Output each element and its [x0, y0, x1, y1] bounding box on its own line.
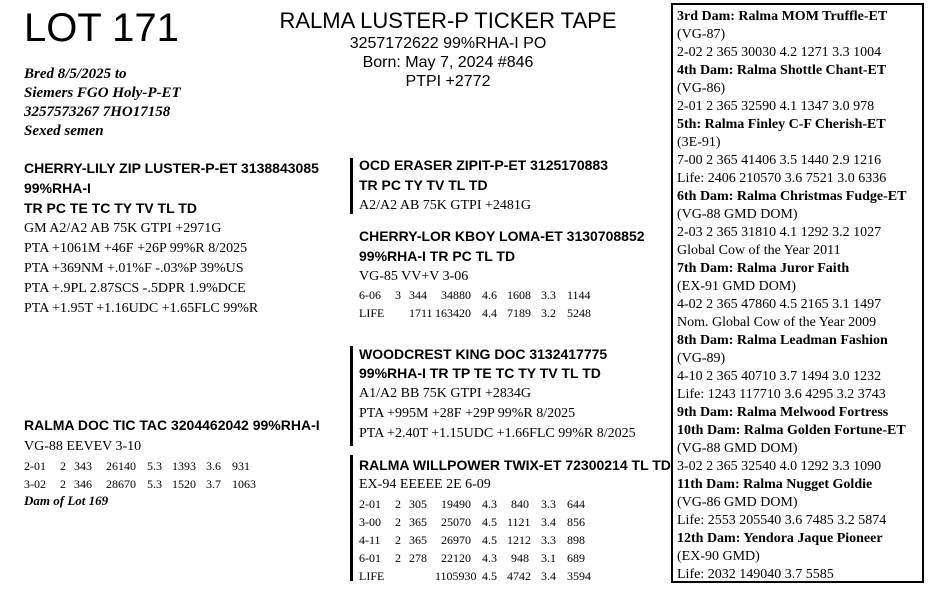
pedigree-detail-line: (VG-88 GMD DOM)	[677, 441, 798, 456]
sire-breed-age: 99%RHA-I	[24, 180, 91, 196]
lot-number: LOT 171	[24, 6, 179, 50]
record-days: 346	[74, 477, 92, 491]
dam-dam-record-row	[359, 531, 599, 549]
record-fat: 1608	[507, 288, 531, 302]
record-fat: 948	[511, 551, 529, 565]
record-days: 344	[409, 288, 427, 302]
record-fat: 1393	[172, 459, 196, 473]
record-milk: 26140	[106, 459, 136, 473]
dam-dam-record-row	[359, 495, 599, 513]
record-age: 6-06	[359, 288, 381, 302]
dam-sire-genomic: A1/A2 BB 75K GTPI +2834G	[359, 386, 532, 401]
record-fat-pct: 4.5	[482, 533, 497, 547]
sire-pta-health: PTA +.9PL 2.87SCS -.5DPR 1.9%DCE	[24, 281, 246, 296]
record-protein: 898	[567, 533, 585, 547]
sire-sire-name: OCD ERASER ZIPIT-P-ET 3125170883	[359, 157, 608, 173]
pedigree-detail-line: 3-02 2 365 32540 4.0 1292 3.3 1090	[677, 459, 882, 474]
sire-sire-tags: TR PC TY TV TL TD	[359, 177, 488, 193]
record-protein-pct: 3.3	[541, 288, 556, 302]
record-fat-pct: 5.3	[147, 477, 162, 491]
dam-note: Dam of Lot 169	[24, 493, 109, 508]
animal-name: RALMA LUSTER-P TICKER TAPE	[279, 8, 617, 33]
record-milk: 26970	[441, 533, 471, 547]
record-milk: 34880	[441, 288, 471, 302]
record-milk: 22120	[441, 551, 471, 565]
record-fat: 1121	[507, 515, 531, 529]
dam-sire-bracket	[350, 346, 353, 446]
record-protein-pct: 3.4	[541, 515, 556, 529]
record-fat-pct: 4.5	[482, 515, 497, 529]
dam-dam-record-row	[359, 549, 599, 567]
record-protein-pct: 3.7	[206, 477, 221, 491]
pedigree-detail-line: Global Cow of the Year 2011	[677, 243, 841, 258]
record-milk: 28670	[106, 477, 136, 491]
dam-sire-pta-production: PTA +995M +28F +29P 99%R 8/2025	[359, 406, 576, 421]
record-age: LIFE	[359, 306, 385, 320]
pedigree-detail-line: (VG-88 GMD DOM)	[677, 207, 798, 222]
sire-pta-type: PTA +1.95T +1.16UDC +1.65FLC 99%R	[24, 301, 259, 316]
pedigree-detail-line: 2-01 2 365 32590 4.1 1347 3.0 978	[677, 99, 875, 114]
record-days: 365	[409, 515, 427, 529]
record-milkings: 2	[395, 551, 401, 565]
record-protein-pct: 3.6	[206, 459, 221, 473]
dam-dam-name: RALMA WILLPOWER TWIX-ET 72300214 TL TD	[359, 457, 671, 473]
record-age: 2-01	[24, 459, 46, 473]
record-days: 305	[409, 497, 427, 511]
ptpi-line: PTPI +2772	[405, 73, 491, 90]
dam-dam-bracket	[350, 455, 353, 581]
bred-sire-reg: 3257573267 7HO17158	[24, 104, 171, 120]
dam-record-row	[24, 457, 264, 475]
record-age: 4-11	[359, 533, 381, 547]
pedigree-ancestor-name: 3rd Dam: Ralma MOM Truffle-ET	[677, 9, 888, 24]
pedigree-ancestor-name: 10th Dam: Ralma Golden Fortune-ET	[677, 423, 906, 438]
dam-sire-pta-type: PTA +2.40T +1.15UDC +1.66FLC 99%R 8/2025	[359, 426, 636, 441]
record-fat-pct: 4.3	[482, 551, 497, 565]
pedigree-ancestor-name: 4th Dam: Ralma Shottle Chant-ET	[677, 63, 887, 78]
record-fat: 840	[511, 497, 529, 511]
pedigree-detail-line: (EX-91 GMD DOM)	[677, 279, 796, 294]
record-fat-pct: 5.3	[147, 459, 162, 473]
record-milk: 163420	[435, 306, 471, 320]
pedigree-detail-line: Life: 1243 117710 3.6 4295 3.2 3743	[677, 387, 886, 402]
sire-genomic-line: GM A2/A2 AB 75K GTPI +2971G	[24, 221, 222, 236]
record-days: 278	[409, 551, 427, 565]
record-milkings: 2	[395, 497, 401, 511]
dam-record-row	[24, 475, 264, 493]
pedigree-detail-line: Life: 2032 149040 3.7 5585	[677, 567, 834, 582]
pedigree-detail-line: 2-03 2 365 31810 4.1 1292 3.2 1027	[677, 225, 882, 240]
sire-dam-tags: 99%RHA-I TR PC TL TD	[359, 248, 516, 264]
registration-line: 3257172622 99%RHA-I PO	[349, 35, 547, 52]
record-age: 3-00	[359, 515, 381, 529]
bred-semen-type: Sexed semen	[24, 123, 104, 139]
pedigree-detail-line: Life: 2553 205540 3.6 7485 3.2 5874	[677, 513, 887, 528]
pedigree-ancestor-name: 11th Dam: Ralma Nugget Goldie	[677, 477, 873, 492]
sire-name: CHERRY-LILY ZIP LUSTER-P-ET 3138843085	[24, 160, 319, 176]
record-milkings: 2	[395, 515, 401, 529]
born-line: Born: May 7, 2024 #846	[362, 54, 534, 71]
pedigree-detail-line: (VG-86 GMD DOM)	[677, 495, 798, 510]
record-age: 2-01	[359, 497, 381, 511]
record-fat: 1212	[507, 533, 531, 547]
pedigree-detail-line: 7-00 2 365 41406 3.5 1440 2.9 1216	[677, 153, 882, 168]
dam-sire-tags: 99%RHA-I TR TP TE TC TY TV TL TD	[359, 365, 601, 381]
record-milk: 25070	[441, 515, 471, 529]
sire-dam-name: CHERRY-LOR KBOY LOMA-ET 3130708852	[359, 228, 645, 244]
pedigree-detail-line: (EX-90 GMD)	[677, 549, 760, 564]
record-fat: 7189	[507, 306, 531, 320]
pedigree-ancestor-name: 8th Dam: Ralma Leadman Fashion	[677, 333, 888, 348]
record-protein-pct: 3.3	[541, 497, 556, 511]
pedigree-detail-line: Nom. Global Cow of the Year 2009	[677, 315, 877, 330]
pedigree-detail-line: 4-10 2 365 40710 3.7 1494 3.0 1232	[677, 369, 882, 384]
pedigree-detail-line: (VG-86)	[677, 81, 726, 96]
record-days: 343	[74, 459, 92, 473]
pedigree-detail-line: 4-02 2 365 47860 4.5 2165 3.1 1497	[677, 297, 882, 312]
bred-sire-name: Siemers FGO Holy-P-ET	[24, 85, 181, 101]
record-protein: 931	[232, 459, 250, 473]
pedigree-ancestor-name: 9th Dam: Ralma Melwood Fortress	[677, 405, 889, 420]
record-fat-pct: 4.5	[482, 569, 497, 583]
dam-dam-record-row	[359, 567, 599, 585]
dam-dam-record-row	[359, 513, 599, 531]
pedigree-ancestor-name: 5th: Ralma Finley C-F Cherish-ET	[677, 117, 886, 132]
sire-dam-classification: VG-85 VV+V 3-06	[359, 269, 469, 284]
sire-test-tags: TR PC TE TC TY TV TL TD	[24, 200, 197, 216]
record-fat-pct: 4.4	[482, 306, 497, 320]
sire-pta-production: PTA +1061M +46F +26P 99%R 8/2025	[24, 241, 248, 256]
record-milk: 19490	[441, 497, 471, 511]
record-protein: 5248	[567, 306, 591, 320]
record-protein-pct: 3.4	[541, 569, 556, 583]
dam-sire-name: WOODCREST KING DOC 3132417775	[359, 346, 608, 362]
record-protein: 856	[567, 515, 585, 529]
record-days: 1711	[409, 306, 433, 320]
record-milkings: 2	[60, 459, 66, 473]
sire-sire-bracket	[350, 158, 353, 214]
pedigree-detail-line: 2-02 2 365 30030 4.2 1271 3.3 1004	[677, 45, 882, 60]
dam-name: RALMA DOC TIC TAC 3204462042 99%RHA-I	[24, 417, 320, 433]
record-protein-pct: 3.1	[541, 551, 556, 565]
bred-date: Bred 8/5/2025 to	[24, 66, 127, 82]
record-fat: 4742	[507, 569, 531, 583]
pedigree-ancestor-name: 12th Dam: Yendora Jaque Pioneer	[677, 531, 883, 546]
dam-dam-classification: EX-94 EEEEE 2E 6-09	[359, 477, 491, 492]
record-protein: 3594	[567, 569, 591, 583]
record-days: 365	[409, 533, 427, 547]
pedigree-detail-line: (3E-91)	[677, 135, 721, 150]
pedigree-ancestor-name: 7th Dam: Ralma Juror Faith	[677, 261, 850, 276]
record-protein: 644	[567, 497, 585, 511]
record-age: LIFE	[359, 569, 385, 583]
sire-sire-genomic: A2/A2 AB 75K GTPI +2481G	[359, 198, 532, 213]
record-protein: 1144	[567, 288, 591, 302]
record-milk: 1105930	[435, 569, 477, 583]
record-fat-pct: 4.6	[482, 288, 497, 302]
pedigree-ancestor-name: 6th Dam: Ralma Christmas Fudge-ET	[677, 189, 907, 204]
record-protein-pct: 3.2	[541, 306, 556, 320]
sire-dam-record-row	[359, 286, 599, 304]
record-fat: 1520	[172, 477, 196, 491]
record-milkings: 2	[395, 533, 401, 547]
pedigree-detail-line: (VG-89)	[677, 351, 726, 366]
record-protein-pct: 3.3	[541, 533, 556, 547]
record-milkings: 3	[395, 288, 401, 302]
sire-dam-record-row	[359, 304, 599, 322]
record-protein: 1063	[232, 477, 256, 491]
record-protein: 689	[567, 551, 585, 565]
record-fat-pct: 4.3	[482, 497, 497, 511]
pedigree-detail-line: (VG-87)	[677, 27, 726, 42]
record-age: 3-02	[24, 477, 46, 491]
dam-classification: VG-88 EEVEV 3-10	[24, 439, 142, 454]
sire-pta-netmerit: PTA +369NM +.01%F -.03%P 39%US	[24, 261, 244, 276]
pedigree-detail-line: Life: 2406 210570 3.6 7521 3.0 6336	[677, 171, 887, 186]
record-milkings: 2	[60, 477, 66, 491]
record-age: 6-01	[359, 551, 381, 565]
